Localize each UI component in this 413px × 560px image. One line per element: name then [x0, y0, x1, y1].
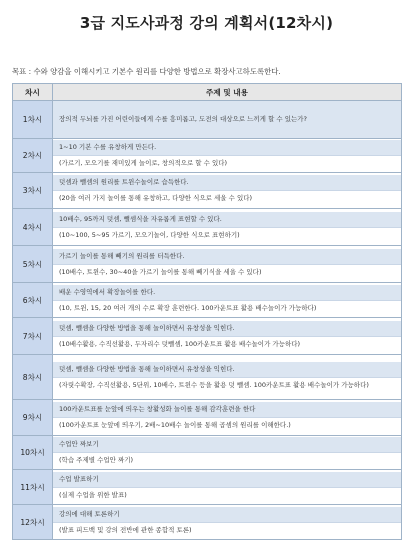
table-row [13, 173, 402, 209]
session-cell: 12차시 [13, 505, 53, 540]
content-cell [53, 400, 402, 436]
content-cell [53, 283, 402, 318]
session-cell: 1차시 [13, 101, 53, 139]
content-cell [53, 318, 402, 355]
goal-text: 목표 : 수와 양감을 이해시키고 기본수 원리를 다양한 방법으로 확장사고하도록한다. [12, 67, 281, 76]
table-row [13, 355, 402, 400]
page-title: 3급 지도사과정 강의 계획서(12차시) [79, 14, 334, 32]
table-row [13, 101, 402, 139]
content-cell [53, 470, 402, 505]
detail-text: (발표 피드백 및 강의 전반에 관한 종합적 토론) [59, 525, 192, 534]
session-cell: 8차시 [13, 355, 53, 400]
session-cell: 5차시 [13, 246, 53, 283]
table-row [13, 139, 402, 173]
detail-text: (학습 주제별 수업안 짜기) [59, 456, 134, 464]
topic-text: 장의적 두뇌를 가진 어린이들에게 수를 흥미롭고, 도전의 대상으로 느끼게 할 수 있는가? [59, 115, 308, 124]
content-cell [53, 173, 402, 209]
topic-text: 강의에 대해 토론하기 [53, 507, 401, 523]
header-session: 차시 [13, 84, 53, 101]
detail-text: (자릿수확장, 수직선활용, 5단위, 10배수, 트윈수 등을 활용 덧 뺄셈. 100카운트표 활용 배수놀이가 가능하다) [59, 380, 369, 389]
content-cell [53, 355, 402, 400]
content-cell [53, 505, 402, 540]
content-cell [53, 436, 402, 470]
session-cell: 7차시 [13, 318, 53, 355]
session-cell: 10차시 [13, 436, 53, 470]
session-cell: 2차시 [13, 139, 53, 173]
lesson-table [12, 83, 402, 540]
table-row [13, 505, 402, 540]
detail-text: (10~100, 5~95 가르기, 모으기놀이, 다양한 식으로 표현하기) [59, 230, 240, 239]
session-cell: 6차시 [13, 283, 53, 318]
content-cell [53, 246, 402, 283]
table-body [13, 101, 402, 540]
table-row [13, 436, 402, 470]
table-row [13, 470, 402, 505]
table-row [13, 209, 402, 246]
table-row [13, 400, 402, 436]
session-cell: 4차시 [13, 209, 53, 246]
topic-text: 10배수, 95까지 덧셈, 뺄셈식을 자유롭게 표현할 수 있다. [53, 212, 401, 228]
topic-text: 수업안 짜보기 [53, 437, 401, 453]
table-row [13, 318, 402, 355]
detail-text: (10배수활용, 수직선활용, 두자리수 덧뺄셈, 100카운트표 활용 배수놀이가 가능하다) [59, 339, 301, 348]
topic-text: 덧셈과 뺄셈의 원리를 트윈수놀이로 습득한다. [53, 175, 401, 191]
topic-text: 1~10 기본 수를 유창하게 만든다. [53, 140, 401, 156]
topic-text: 배운 수영역에서 확장놀이를 한다. [53, 285, 401, 301]
topic-text: 가르기 놀이를 통해 빼기의 원리를 터득한다. [53, 249, 401, 265]
detail-text: (실제 수업을 위한 발표) [59, 490, 127, 499]
session-cell: 11차시 [13, 470, 53, 505]
detail-text: (가르기, 모으기를 재미있게 놀이로, 창의적으로 할 수 있다) [59, 159, 228, 167]
topic-text: 수업 발표하기 [53, 472, 401, 488]
detail-text: (10, 트윈, 15, 20 여러 개의 수로 확장 훈련한다. 100카운트표 활용 배수놀이가 가능하다) [59, 303, 317, 312]
topic-text: 덧셈, 뺄셈을 다양한 방법을 통해 놀이하면서 유창성을 익힌다. [53, 362, 401, 378]
table-header-row [13, 84, 402, 101]
detail-text: (10배수, 트윈수, 30~40을 가르기 놀이를 통해 빼기식을 세울 수 있다) [59, 267, 262, 276]
detail-text: (100카운트표 눈앞에 띄우기, 2배~10배수 놀이를 통해 곱셈의 원리를 이해한다.) [59, 421, 291, 429]
content-cell [53, 209, 402, 246]
topic-text: 100카운트표를 눈앞에 띄우는 창활성화 놀이를 통해 감각훈련을 한다 [53, 402, 401, 418]
session-cell: 3차시 [13, 173, 53, 209]
session-cell: 9차시 [13, 400, 53, 436]
content-cell [53, 101, 402, 139]
table-row [13, 283, 402, 318]
topic-text: 덧셈, 뺄셈을 다양한 방법을 통해 놀이하면서 유창성을 익힌다. [53, 321, 401, 337]
header-content: 주제 및 내용 [53, 84, 402, 101]
detail-text: (20을 여러 가지 놀이를 통해 유창하고, 다양한 식으로 세울 수 있다) [59, 194, 253, 202]
content-cell [53, 139, 402, 173]
table-row [13, 246, 402, 283]
